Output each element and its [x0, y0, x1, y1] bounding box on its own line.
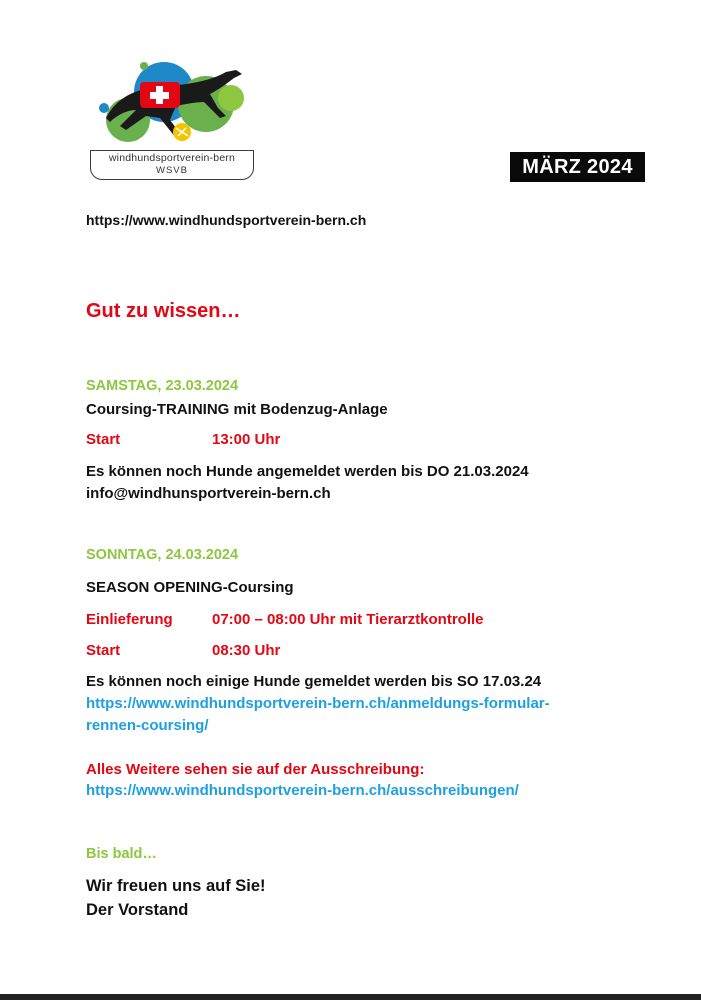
- event1-title: Coursing-TRAINING mit Bodenzug-Anlage: [86, 401, 388, 418]
- tender-link[interactable]: https://www.windhundsportverein-bern.ch/ausschreibungen/: [86, 782, 519, 799]
- greyhound-logo-graphic: [86, 58, 256, 158]
- month-badge: MÄRZ 2024: [510, 152, 645, 182]
- club-logo: [86, 58, 256, 188]
- bottom-edge-bar: [0, 994, 701, 1000]
- event2-delivery-label: Einlieferung: [86, 611, 173, 628]
- event1-start-time: 13:00 Uhr: [212, 431, 281, 448]
- goodbye-text: Bis bald…: [86, 846, 157, 862]
- event2-start-label: Start: [86, 642, 121, 659]
- event1-start-label: Start: [86, 431, 121, 448]
- section-heading: Gut zu wissen…: [86, 300, 241, 322]
- more-info-text: Alles Weitere sehen sie auf der Ausschreibung:: [86, 761, 425, 778]
- event1-note: Es können noch Hunde angemeldet werden bis DO 21.03.2024: [86, 463, 529, 480]
- logo-abbrev-text: WSVB: [156, 165, 188, 176]
- event2-title: SEASON OPENING-Coursing: [86, 579, 294, 596]
- registration-link-line1[interactable]: https://www.windhundsportverein-bern.ch/anmeldungs-formular-: [86, 695, 550, 712]
- signature: Der Vorstand: [86, 901, 189, 919]
- event2-delivery-time: 07:00 – 08:00 Uhr mit Tierarztkontrolle: [212, 611, 484, 628]
- closing-line1: Wir freuen uns auf Sie!: [86, 877, 266, 895]
- event2-note: Es können noch einige Hunde gemeldet werden bis SO 17.03.24: [86, 673, 542, 690]
- registration-link-line2[interactable]: rennen-coursing/: [86, 717, 209, 734]
- event2-start-time: 08:30 Uhr: [212, 642, 281, 659]
- logo-banner: [90, 150, 254, 180]
- website-link[interactable]: https://www.windhundsportverein-bern.ch: [86, 212, 367, 228]
- event1-email[interactable]: info@windhunsportverein-bern.ch: [86, 485, 331, 502]
- event1-date: SAMSTAG, 23.03.2024: [86, 378, 239, 394]
- event2-date: SONNTAG, 24.03.2024: [86, 547, 239, 563]
- logo-name-text: windhundsportverein-bern: [108, 152, 236, 164]
